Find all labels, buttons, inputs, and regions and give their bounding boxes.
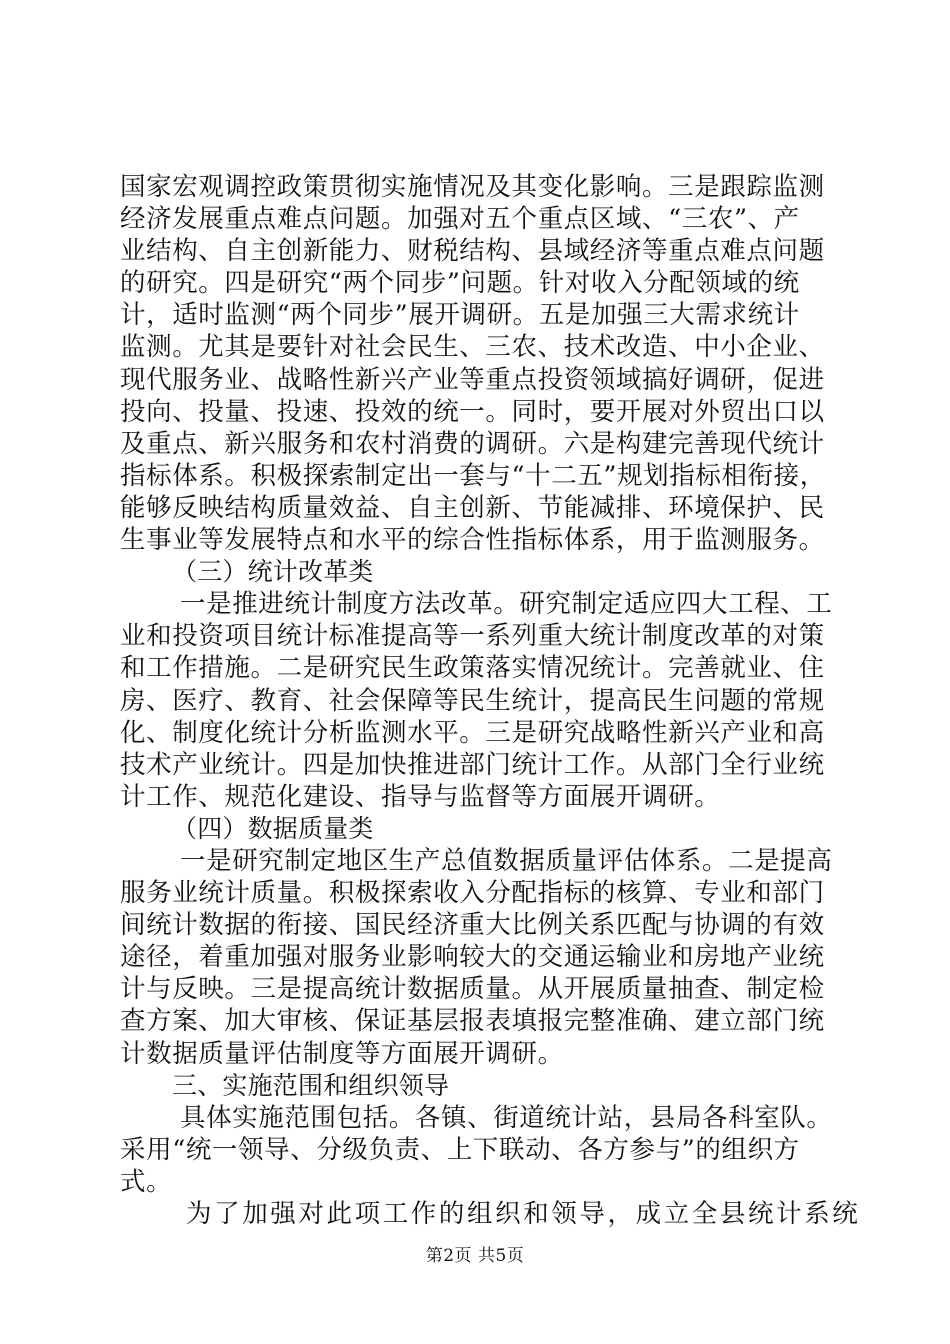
paragraph-line: 技术产业统计。四是加快推进部门统计工作。从部门全行业统 [120,749,825,780]
paragraph-line: 现代服务业、战略性新兴产业等重点投资领域搞好调研，促进 [120,364,825,395]
paragraph-line: 国家宏观调控政策贯彻实施情况及其变化影响。三是跟踪监测 [120,172,825,202]
paragraph-line: 业和投资项目统计标准提高等一系列重大统计制度改革的对策 [120,621,825,652]
section-heading-scope-organization: 三、实施范围和组织领导 [172,1070,450,1100]
paragraph-line: 业结构、自主创新能力、财税结构、县域经济等重点难点问题 [120,236,825,267]
paragraph-line: 投向、投量、投速、投效的统一。同时，要开展对外贸出口以 [120,396,825,427]
paragraph-line: 计与反映。三是提高统计数据质量。从开展质量抽查、制定检 [120,974,825,1005]
paragraph-line: 经济发展重点难点问题。加强对五个重点区域、“三农”、产 [120,204,800,235]
section-heading-statistics-reform: （三）统计改革类 [172,557,374,587]
paragraph-line: 生事业等发展特点和水平的综合性指标体系，用于监测服务。 [120,525,825,556]
paragraph-line: 监测。尤其是要针对社会民生、三农、技术改造、中小企业、 [120,332,825,363]
paragraph-line: 能够反映结构质量效益、自主创新、节能减排、环境保护、民 [120,492,825,523]
paragraph-line: 计数据质量评估制度等方面展开调研。 [120,1038,564,1069]
paragraph-line: 式。 [120,1166,173,1197]
paragraph-line: 和工作措施。二是研究民生政策落实情况统计。完善就业、住 [120,653,825,684]
paragraph-line: 的研究。四是研究“两个同步”问题。针对收入分配领域的统 [120,268,800,299]
paragraph-line: 一是推进统计制度方法改革。研究制定适应四大工程、工 [180,589,833,620]
paragraph-line: 化、制度化统计分析监测水平。三是研究战略性新兴产业和高 [120,717,825,748]
paragraph-line: 指标体系。积极探索制定出一套与“十二五”规划指标相衔接， [120,460,826,491]
paragraph-line: 间统计数据的衔接、国民经济重大比例关系匹配与协调的有效 [120,910,825,941]
paragraph-line: 房、医疗、教育、社会保障等民生统计，提高民生问题的常规 [120,685,825,716]
paragraph-line: 计，适时监测“两个同步”展开调研。五是加强三大需求统计 [120,300,800,331]
paragraph-line: 计工作、规范化建设、指导与监督等方面展开调研。 [120,781,721,812]
section-heading-data-quality: （四）数据质量类 [172,813,374,843]
paragraph-line: 及重点、新兴服务和农村消费的调研。六是构建完善现代统计 [120,428,825,459]
paragraph-line: 查方案、加大审核、保证基层报表填报完整准确、建立部门统 [120,1006,825,1037]
paragraph-line: 为了加强对此项工作的组织和领导，成立全县统计系统 [186,1199,861,1229]
paragraph-line: 具体实施范围包括。各镇、街道统计站，县局各科室队。 [180,1102,833,1133]
paragraph-line: 服务业统计质量。积极探索收入分配指标的核算、专业和部门 [120,878,825,909]
paragraph-line: 采用“统一领导、分级负责、上下联动、各方参与”的组织方 [120,1134,800,1165]
paragraph-line: 途径，着重加强对服务业影响较大的交通运输业和房地产业统 [120,942,825,973]
page-footer: 第2页 共5页 [425,1246,525,1266]
document-body [120,171,861,1230]
paragraph-line: 一是研究制定地区生产总值数据质量评估体系。二是提高 [180,845,833,876]
